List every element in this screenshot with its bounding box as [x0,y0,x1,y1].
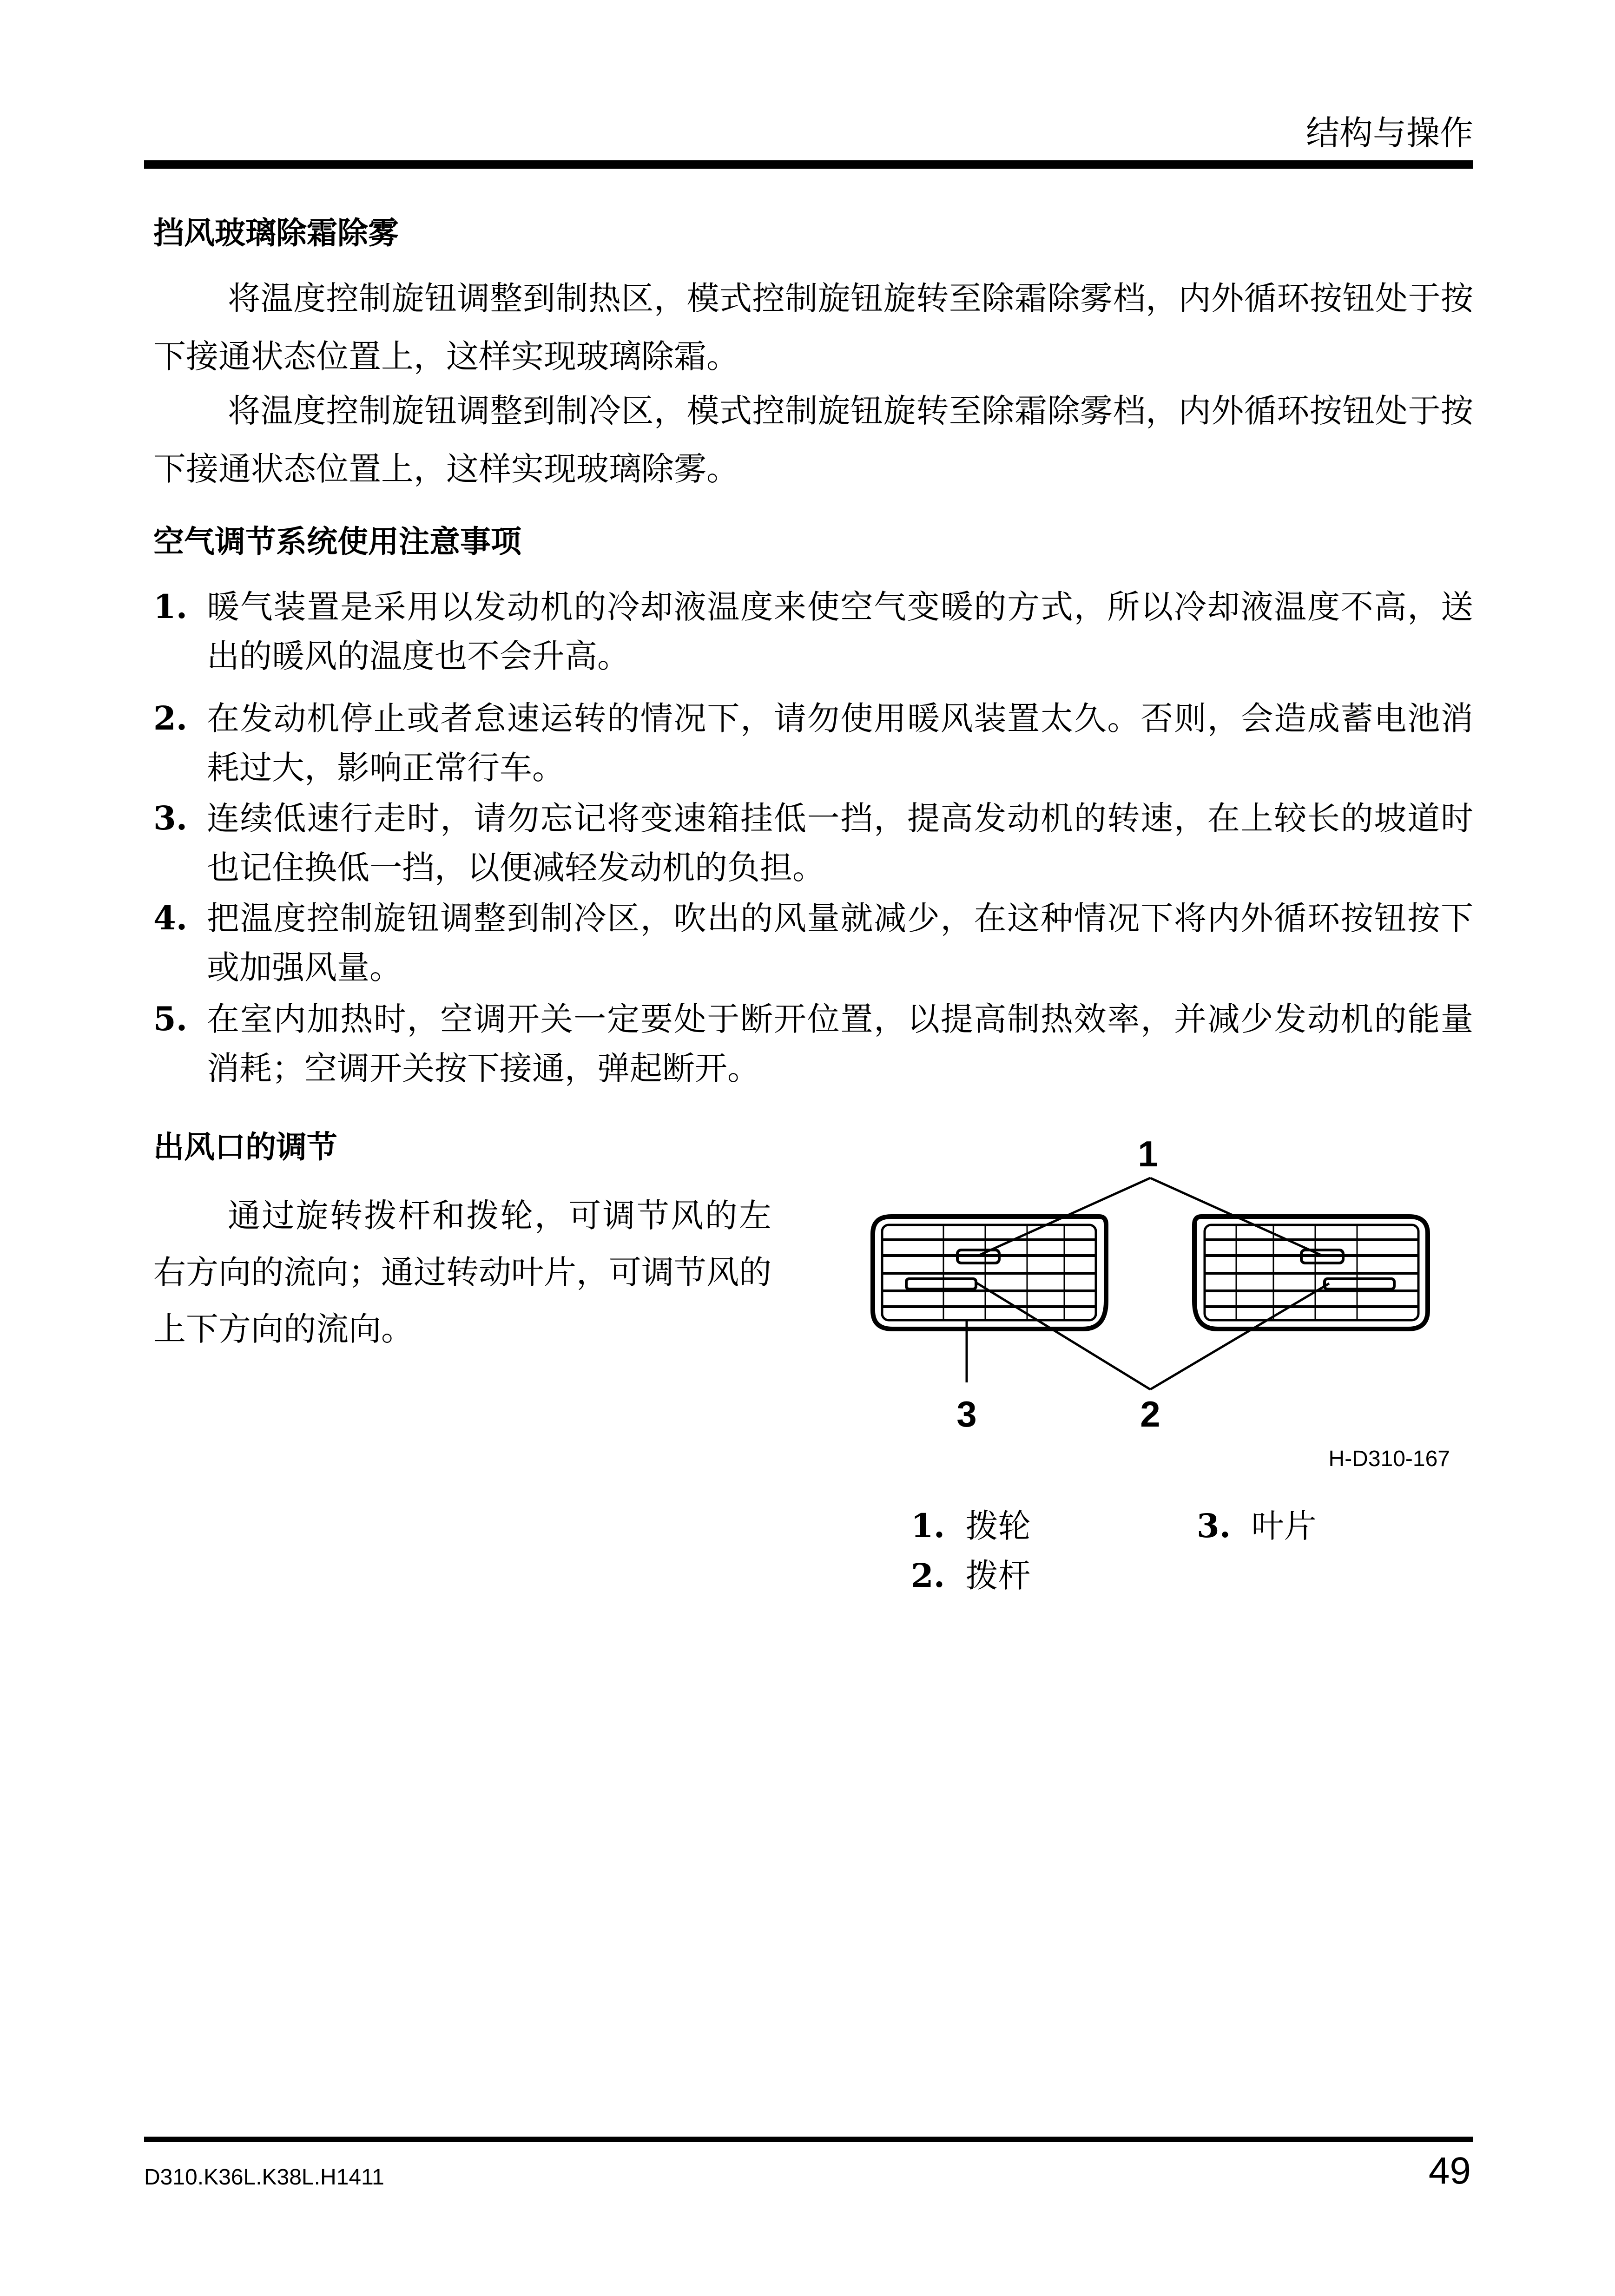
list-item-text: 在发动机停止或者怠速运转的情况下，请勿使用暖风装置太久。否则，会造成蓄电池消耗过大，影响正常行车。 [207,699,1473,787]
section-heading-defrost: 挡风玻璃除霜除雾 [153,215,399,251]
callout-2: 2 [1140,1394,1160,1434]
list-item-text: 在室内加热时，空调开关一定要处于断开位置，以提高制热效率，并减少发动机的能量消耗；空调开关按下接通，弹起断开。 [207,1000,1473,1087]
paragraph-demist: 将温度控制旋钮调整到制冷区，模式控制旋钮旋转至除霜除雾档，内外循环按钮处于按下接通状态位置上，这样实现玻璃除雾。 [153,392,1473,488]
list-item [153,582,1473,684]
list-item-number: 1. [153,587,188,626]
list-item-text: 连续低速行走时，请勿忘记将变速箱挂低一挡，提高发动机的转速，在上较长的坡道时也记住换低一挡，以便减轻发动机的负担。 [207,799,1473,887]
list-item-text: 把温度控制旋钮调整到制冷区，吹出的风量就减少，在这种情况下将内外循环按钮按下或加强风量。 [207,899,1473,987]
header-rule [144,160,1473,169]
paragraph-defrost: 将温度控制旋钮调整到制热区，模式控制旋钮旋转至除霜除雾档，内外循环按钮处于按下接通状态位置上，这样实现玻璃除霜。 [153,279,1473,375]
caption-label: 拨杆 [965,1557,1031,1595]
figure-code: H-D310-167 [1328,1447,1450,1471]
section-heading-ac-notes: 空气调节系统使用注意事项 [153,524,521,559]
list-item [153,994,1473,1097]
callout-1: 1 [1138,1134,1158,1174]
list-item-number: 2. [153,699,188,737]
section-heading-air-vent: 出风口的调节 [153,1129,337,1165]
figure-caption [911,1500,1031,1547]
caption-number: 3. [1197,1507,1231,1545]
list-item-text: 暖气装置是采用以发动机的冷却液温度来使空气变暖的方式，所以冷却液温度不高，送出的暖风的温度也不会升高。 [207,588,1473,675]
paragraph-air-vent: 通过旋转拨杆和拨轮，可调节风的左右方向的流向；通过转动叶片，可调节风的上下方向的流向。 [153,1197,771,1348]
list-item [153,694,1473,796]
page-header-title: 结构与操作 [1305,113,1473,152]
air-vent-figure [864,1134,1478,1487]
page-number: 49 [1428,2150,1471,2192]
caption-label: 拨轮 [965,1507,1031,1545]
list-item-number: 4. [153,899,188,937]
caption-number: 1. [911,1507,945,1545]
list-item-number: 5. [153,1000,188,1038]
footer-doc-code: D310.K36L.K38L.H1411 [144,2165,384,2190]
left-air-vent [873,1217,1106,1329]
callout-3: 3 [956,1394,977,1434]
figure-caption [1197,1500,1317,1547]
caption-label: 叶片 [1251,1507,1317,1545]
caption-number: 2. [911,1556,945,1595]
right-air-vent [1194,1217,1428,1329]
footer-rule [144,2137,1473,2142]
list-item [153,894,1473,996]
list-item [153,794,1473,896]
list-item-number: 3. [153,799,188,837]
callout-leaders [967,1178,1329,1389]
figure-caption [911,1550,1031,1597]
